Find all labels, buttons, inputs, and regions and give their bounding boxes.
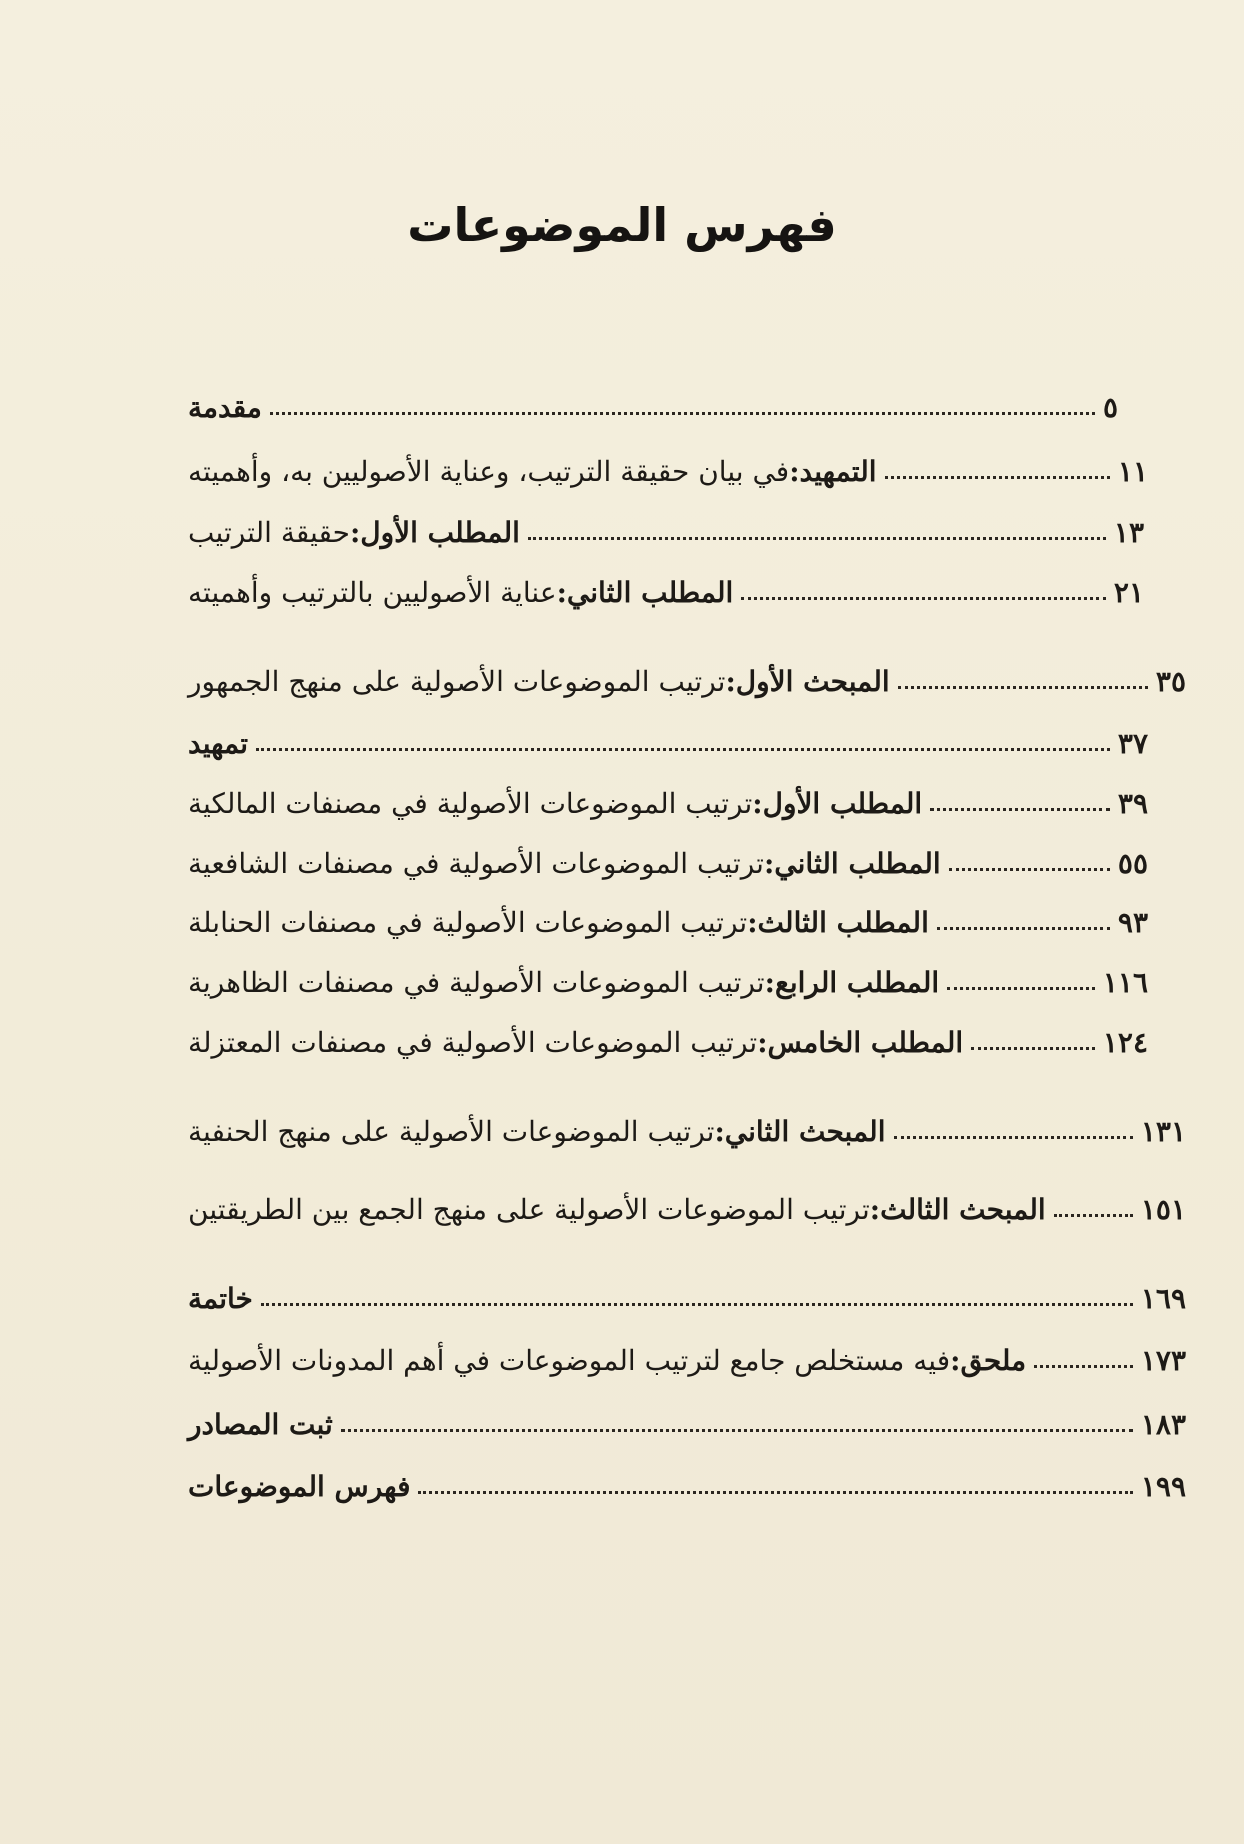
page-number: ١٨٣	[1140, 1408, 1186, 1442]
entry-label	[188, 1117, 886, 1148]
entry-text: في بيان حقيقة الترتيب، وعناية الأصوليين به، وأهميته	[188, 455, 790, 489]
dot-leader	[341, 1428, 1133, 1432]
toc-entry	[188, 1395, 1186, 1441]
entry-prefix: المطلب الرابع:	[764, 966, 940, 1000]
entry-prefix: التمهيد:	[789, 455, 877, 489]
page-number: ٩٣	[1117, 906, 1148, 940]
dot-leader	[937, 926, 1110, 930]
toc-entry	[188, 652, 1186, 698]
page-number: ١٥١	[1140, 1193, 1186, 1227]
entry-prefix: المبحث الأول:	[725, 665, 890, 699]
entry-label	[188, 667, 890, 698]
page-number: ١٧٣	[1140, 1344, 1186, 1378]
page-number: ١١	[1117, 455, 1148, 489]
dot-leader	[261, 1302, 1133, 1306]
page-title: فهرس الموضوعات	[407, 198, 837, 252]
dot-leader	[1054, 1213, 1133, 1217]
page-number: ١٣١	[1140, 1115, 1186, 1149]
entry-label	[188, 729, 248, 760]
toc-entry	[188, 774, 1148, 820]
dot-leader	[894, 1135, 1133, 1139]
page-number: ١٢٤	[1102, 1026, 1148, 1060]
page-number: ٥٥	[1117, 847, 1148, 881]
entry-prefix: المطلب الأول:	[752, 787, 923, 821]
entry-prefix: ثبت المصادر	[188, 1408, 333, 1442]
entry-text: ترتيب الموضوعات الأصولية في مصنفات المالكية	[188, 787, 753, 821]
entry-label	[188, 1410, 333, 1441]
toc-entry	[188, 953, 1148, 999]
entry-text: فيه مستخلص جامع لترتيب الموضوعات في أهم المدونات الأصولية	[188, 1344, 951, 1378]
toc-entry	[188, 834, 1148, 880]
page-number: ١٦٩	[1140, 1282, 1186, 1316]
dot-leader	[528, 536, 1106, 540]
page-number: ٥	[1102, 391, 1118, 425]
entry-text: ترتيب الموضوعات الأصولية على منهج الحنفية	[188, 1115, 715, 1149]
entry-label	[188, 393, 262, 424]
entry-label	[188, 1284, 253, 1315]
toc-entry	[188, 1331, 1186, 1377]
entry-prefix: المطلب الخامس:	[757, 1026, 964, 1060]
entry-prefix: المبحث الثاني:	[714, 1115, 886, 1149]
entry-label	[188, 908, 929, 939]
entry-prefix: المطلب الأول:	[349, 516, 520, 550]
entry-label	[188, 1346, 1026, 1377]
dot-leader	[898, 685, 1148, 689]
entry-prefix: المطلب الثالث:	[747, 906, 929, 940]
page-number: ١٩٩	[1140, 1470, 1186, 1504]
entry-prefix: تمهيد	[188, 727, 249, 761]
entry-prefix: مقدمة	[188, 391, 262, 425]
entry-label	[188, 789, 922, 820]
toc-entry	[188, 893, 1148, 939]
entry-label	[188, 968, 939, 999]
entry-label	[188, 518, 520, 549]
dot-leader	[256, 747, 1110, 751]
entry-text: ترتيب الموضوعات الأصولية في مصنفات الحنابلة	[188, 906, 748, 940]
dot-leader	[930, 807, 1110, 811]
dot-leader	[885, 475, 1110, 479]
page-number: ٣٩	[1117, 787, 1148, 821]
entry-prefix: المطلب الثاني:	[556, 576, 734, 610]
page-number: ١١٦	[1102, 966, 1148, 1000]
entry-label	[188, 849, 941, 880]
dot-leader	[949, 867, 1110, 871]
entry-text: ترتيب الموضوعات الأصولية في مصنفات الظاهرية	[188, 966, 765, 1000]
entry-prefix: المطلب الثاني:	[763, 847, 941, 881]
toc-entry	[188, 563, 1144, 609]
entry-label	[188, 1028, 963, 1059]
entry-text: ترتيب الموضوعات الأصولية في مصنفات المعتزلة	[188, 1026, 758, 1060]
entry-text: ترتيب الموضوعات الأصولية على منهج الجمع بين الطريقتين	[188, 1193, 870, 1227]
toc-entry	[188, 1013, 1148, 1059]
toc-entry	[188, 1269, 1186, 1315]
entry-label	[188, 457, 877, 488]
entry-text: ترتيب الموضوعات الأصولية على منهج الجمهور	[188, 665, 726, 699]
toc-entry	[188, 503, 1144, 549]
entry-text: حقيقة الترتيب	[188, 516, 350, 550]
dot-leader	[741, 596, 1106, 600]
toc-entry	[188, 1457, 1186, 1503]
entry-label	[188, 578, 733, 609]
dot-leader	[971, 1046, 1095, 1050]
entry-text: ترتيب الموضوعات الأصولية في مصنفات الشافعية	[188, 847, 764, 881]
dot-leader	[418, 1490, 1132, 1494]
toc-entry	[188, 378, 1118, 424]
toc-entry	[188, 442, 1148, 488]
entry-text: عناية الأصوليين بالترتيب وأهميته	[188, 576, 557, 610]
dot-leader	[947, 986, 1095, 990]
dot-leader	[1034, 1364, 1133, 1368]
toc-entry	[188, 1102, 1186, 1148]
entry-label	[188, 1195, 1046, 1226]
toc-entry	[188, 1180, 1186, 1226]
entry-prefix: فهرس الموضوعات	[188, 1470, 411, 1504]
page-number: ١٣	[1113, 516, 1144, 550]
page-number: ٢١	[1113, 576, 1144, 610]
entry-label	[188, 1472, 410, 1503]
page-number: ٣٧	[1117, 727, 1148, 761]
entry-prefix: خاتمة	[188, 1282, 253, 1316]
page-number: ٣٥	[1155, 665, 1186, 699]
toc-entry	[188, 714, 1148, 760]
entry-prefix: ملحق:	[950, 1344, 1027, 1378]
dot-leader	[270, 411, 1095, 415]
entry-prefix: المبحث الثالث:	[869, 1193, 1046, 1227]
